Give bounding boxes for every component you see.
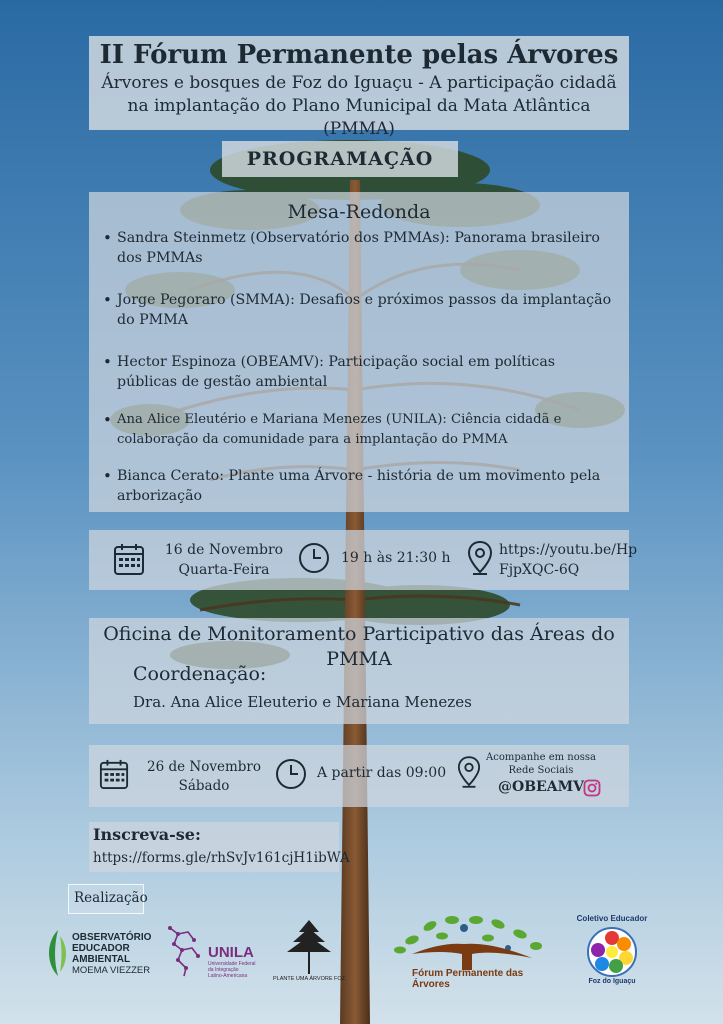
programacao-panel [222, 141, 458, 177]
inscricao-panel [89, 822, 350, 872]
coordenacao-names: Dra. Ana Alice Eleuterio e Mariana Menezes [133, 693, 472, 711]
logo-unila-sub1: Universidade Federal [208, 961, 256, 967]
oficina-title: Oficina de Monitoramento Participativo das Áreas do PMMA [103, 623, 615, 670]
event1-info-bar [89, 530, 638, 590]
instagram-icon[interactable] [583, 779, 601, 797]
logo-forum-permanente [392, 914, 548, 990]
calendar-icon [113, 542, 145, 576]
follow-label-line2: Rede Sociais [508, 765, 574, 776]
location-pin-icon [457, 755, 481, 789]
logo-observatorio [44, 928, 156, 980]
logo-unila-text: UNILA [208, 944, 254, 961]
logo-coletivo-bottom: Foz do Iguaçu [588, 978, 636, 985]
logo-unila-sub3: Latino-Americana [208, 973, 248, 979]
header-panel [89, 36, 629, 139]
list-item: • Bianca Cerato: Plante uma Árvore - história de um movimento pela arborização [117, 466, 619, 506]
list-item: • Ana Alice Eleutério e Mariana Menezes (UNILA): Ciência cidadã e colaboração da comunidade para a implantação do PMMA [117, 410, 619, 450]
youtube-link-line2[interactable]: FjpXQC-6Q [499, 562, 580, 578]
logo-observatorio-line4: MOEMA VIEZZER [72, 965, 151, 976]
youtube-link-line1[interactable]: https://youtu.be/Hp [499, 542, 638, 558]
logo-coletivo-top: Coletivo Educador [576, 914, 648, 923]
logo-unila [164, 924, 260, 980]
inscricao-label: Inscreva-se: [93, 825, 201, 844]
forum-tree-logo-icon [392, 914, 548, 970]
inscricao-link[interactable]: https://forms.gle/rhSvJv161cjH1ibWA [93, 850, 350, 866]
event1-time: 19 h às 21:30 h [341, 550, 451, 566]
event1-weekday: Quarta-Feira [178, 562, 270, 578]
realizacao-text: Realização [74, 890, 148, 906]
event2-time: A partir das 09:00 [317, 765, 447, 781]
logo-plante-text: PLANTE UMA ÁRVORE FOZ [272, 976, 346, 982]
page-subtitle: Árvores e bosques de Foz do Iguaçu - A participação cidadã na implantação do Plano Municipal da Mata Atlântica (PMMA) [101, 73, 617, 139]
logo-forum-text: Fórum Permanente das Árvores [412, 968, 524, 990]
list-item: • Jorge Pegoraro (SMMA): Desafios e próximos passos da implantação do PMMA [117, 290, 619, 330]
logo-coletivo-educador [576, 914, 648, 990]
youtube-link[interactable] [499, 540, 637, 580]
event1-date: 16 de Novembro [164, 542, 284, 558]
logo-plante-uma-arvore [272, 916, 346, 986]
list-item: • Hector Espinoza (OBEAMV): Participação social em políticas públicas de gestão ambiental [117, 352, 619, 392]
calendar-icon [99, 757, 129, 791]
oficina-panel [89, 618, 629, 724]
programacao-label: PROGRAMAÇÃO [246, 148, 434, 170]
event2-date: 26 de Novembro [147, 759, 261, 775]
talks-list [89, 228, 629, 506]
logo-unila-sub2: da Integração [208, 967, 239, 973]
page-title: II Fórum Permanente pelas Árvores [99, 40, 619, 70]
event2-weekday: Sábado [178, 778, 230, 794]
tree-logo-icon [279, 916, 339, 974]
location-pin-icon [467, 540, 493, 576]
mesa-redonda-panel [89, 192, 629, 512]
follow-label-line1: Acompanhe em nossa [486, 752, 596, 763]
leaf-logo-icon [44, 928, 70, 978]
instagram-handle[interactable]: @OBEAMV [498, 779, 584, 795]
event2-info-bar [89, 745, 629, 807]
logo-observatorio-line3: AMBIENTAL [72, 954, 131, 965]
mesa-redonda-heading: Mesa-Redonda [287, 201, 431, 223]
coletivo-flower-icon [584, 926, 640, 978]
logo-observatorio-line1: OBSERVATÓRIO [72, 932, 152, 943]
unila-network-icon [164, 924, 208, 978]
list-item: • Sandra Steinmetz (Observatório dos PMMAs): Panorama brasileiro dos PMMAs [117, 228, 619, 268]
coordenacao-label: Coordenação: [133, 663, 267, 685]
clock-icon [275, 758, 307, 790]
realizacao-label [68, 884, 148, 914]
clock-icon [298, 542, 330, 574]
logo-observatorio-line2: EDUCADOR [72, 943, 130, 954]
